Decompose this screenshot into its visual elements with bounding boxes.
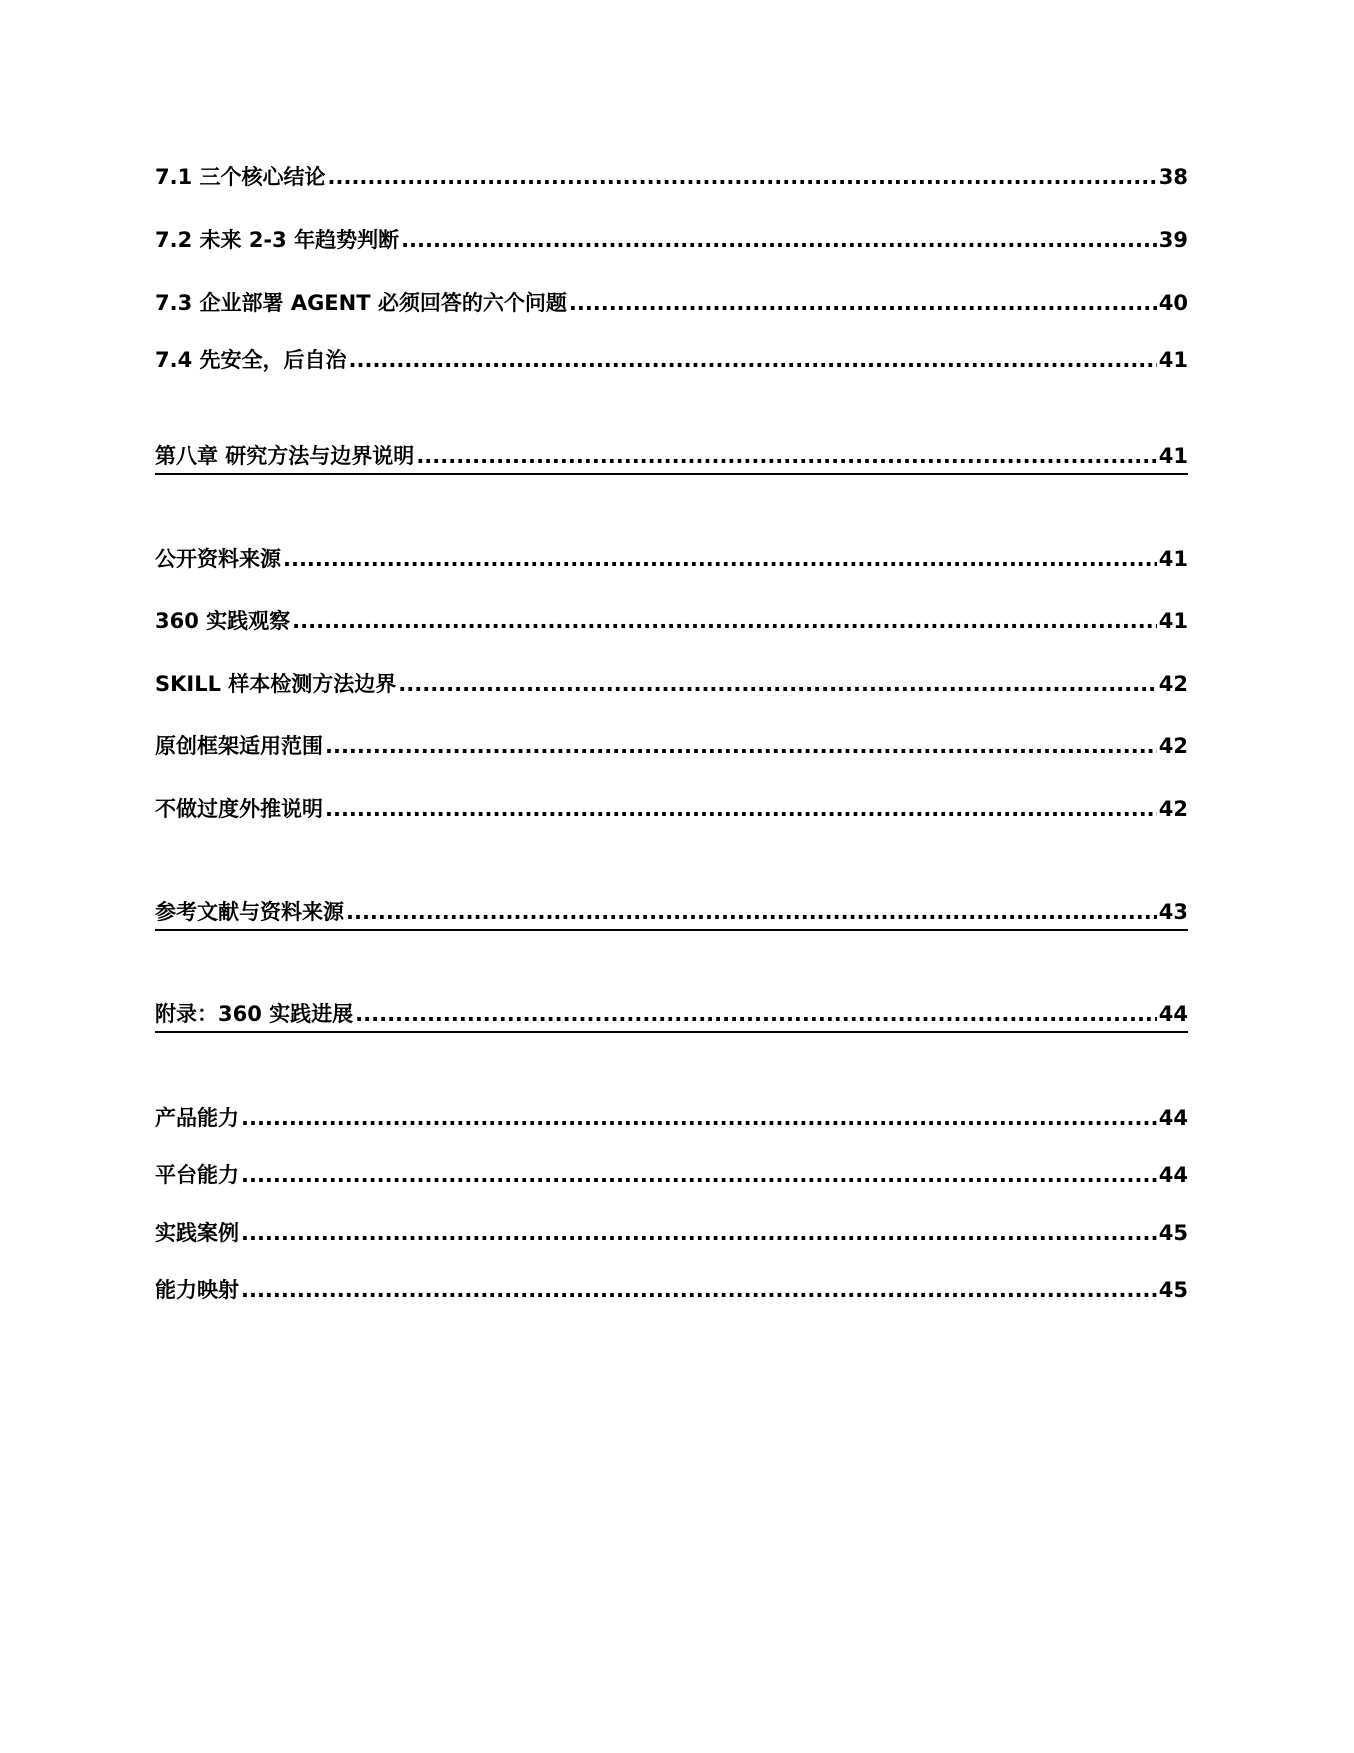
toc-entry-platform-capability[interactable] bbox=[155, 1160, 1188, 1192]
toc-page-number: 41 bbox=[1158, 348, 1188, 372]
toc-entry-label: 7.1 三个核心结论 bbox=[155, 165, 326, 189]
dot-leader bbox=[349, 346, 1157, 377]
toc-chapter-appendix[interactable] bbox=[155, 999, 1188, 1033]
toc-page-number: 45 bbox=[1158, 1278, 1188, 1302]
dot-leader bbox=[283, 545, 1157, 576]
toc-entry-capability-mapping[interactable] bbox=[155, 1275, 1188, 1307]
dot-leader bbox=[401, 226, 1157, 257]
toc-page-number: 38 bbox=[1158, 165, 1188, 189]
toc-entry-label: SKILL 样本检测方法边界 bbox=[155, 672, 397, 696]
dot-leader bbox=[325, 795, 1157, 826]
toc-chapter-label: 附录：360 实践进展 bbox=[155, 1002, 354, 1026]
toc-page-number: 43 bbox=[1158, 900, 1188, 924]
toc-entry-7-1[interactable] bbox=[155, 162, 1188, 194]
dot-leader bbox=[346, 898, 1157, 929]
toc-entry-practice-cases[interactable] bbox=[155, 1218, 1188, 1250]
toc-page-number: 42 bbox=[1158, 734, 1188, 758]
toc-entry-label: 实践案例 bbox=[155, 1221, 239, 1245]
toc-entry-label: 7.3 企业部署 AGENT 必须回答的六个问题 bbox=[155, 291, 567, 315]
toc-entry-label: 产品能力 bbox=[155, 1106, 239, 1130]
toc-page-number: 40 bbox=[1158, 291, 1188, 315]
dot-leader bbox=[241, 1161, 1157, 1192]
toc-page-number: 42 bbox=[1158, 797, 1188, 821]
toc-entry-label: 7.4 先安全，后自治 bbox=[155, 348, 347, 372]
toc-chapter-references[interactable] bbox=[155, 897, 1188, 931]
toc-entry-360-practice[interactable] bbox=[155, 606, 1188, 638]
toc-entry-label: 公开资料来源 bbox=[155, 547, 281, 571]
toc-entry-label: 不做过度外推说明 bbox=[155, 797, 323, 821]
toc-entry-label: 原创框架适用范围 bbox=[155, 734, 323, 758]
dot-leader bbox=[292, 607, 1157, 638]
toc-entry-7-2[interactable] bbox=[155, 225, 1188, 257]
dot-leader bbox=[569, 289, 1157, 320]
toc-entry-7-4[interactable] bbox=[155, 345, 1188, 377]
toc-entry-label: 360 实践观察 bbox=[155, 609, 291, 633]
toc-page-number: 41 bbox=[1158, 547, 1188, 571]
toc-entry-framework-scope[interactable] bbox=[155, 731, 1188, 763]
toc-entry-skill-sample[interactable] bbox=[155, 669, 1188, 701]
toc-page-number: 44 bbox=[1158, 1163, 1188, 1187]
toc-page-number: 44 bbox=[1158, 1002, 1188, 1026]
toc-entry-label: 平台能力 bbox=[155, 1163, 239, 1187]
toc-chapter-label: 参考文献与资料来源 bbox=[155, 900, 344, 924]
toc-entry-product-capability[interactable] bbox=[155, 1103, 1188, 1135]
toc-page-number: 41 bbox=[1158, 444, 1188, 468]
toc-page-number: 41 bbox=[1158, 609, 1188, 633]
toc-entry-no-extrapolation[interactable] bbox=[155, 794, 1188, 826]
toc-entry-label: 能力映射 bbox=[155, 1278, 239, 1302]
toc-page-number: 44 bbox=[1158, 1106, 1188, 1130]
dot-leader bbox=[398, 670, 1156, 701]
toc-page-number: 39 bbox=[1158, 228, 1188, 252]
toc-page-number: 45 bbox=[1158, 1221, 1188, 1245]
toc-entry-public-sources[interactable] bbox=[155, 544, 1188, 576]
dot-leader bbox=[241, 1219, 1157, 1250]
dot-leader bbox=[325, 732, 1157, 763]
dot-leader bbox=[328, 163, 1157, 194]
toc-entry-7-3[interactable] bbox=[155, 288, 1188, 320]
dot-leader bbox=[355, 1000, 1157, 1031]
toc-chapter-label: 第八章 研究方法与边界说明 bbox=[155, 444, 415, 468]
toc-entry-label: 7.2 未来 2-3 年趋势判断 bbox=[155, 228, 400, 252]
toc-page-number: 42 bbox=[1158, 672, 1188, 696]
toc-chapter-8[interactable] bbox=[155, 441, 1188, 475]
dot-leader bbox=[416, 442, 1156, 473]
dot-leader bbox=[241, 1276, 1157, 1307]
dot-leader bbox=[241, 1104, 1157, 1135]
